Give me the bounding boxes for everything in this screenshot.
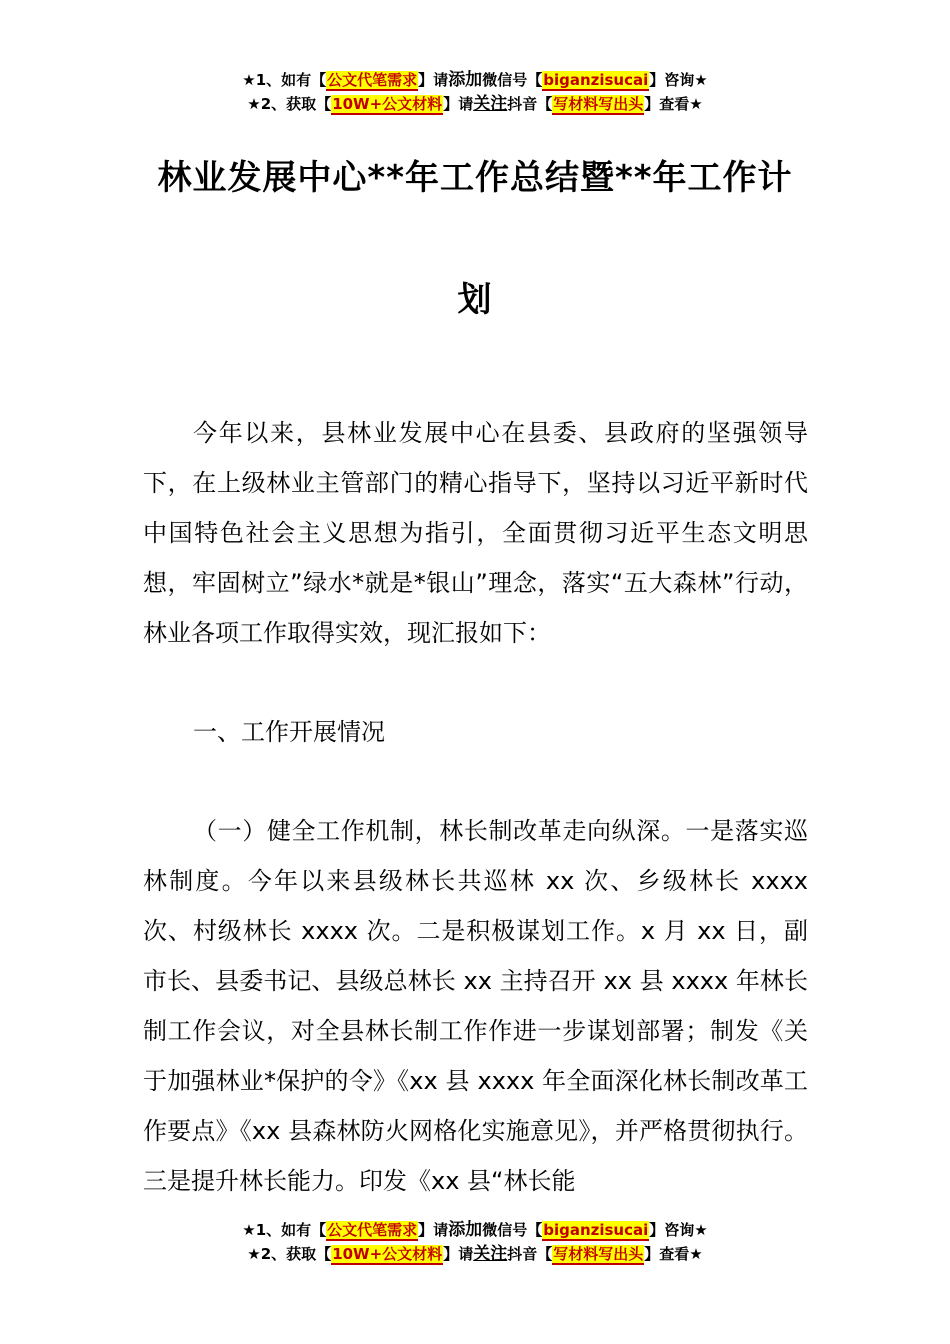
document-title: 林业发展中心**年工作总结暨**年工作计: [157, 158, 793, 198]
banner-emphasis: 关注: [473, 1244, 508, 1264]
banner-wechat-id: biganzisucai: [543, 71, 649, 89]
banner-line-2: [0, 92, 950, 116]
banner-text: 】请: [418, 71, 449, 89]
banner-text: 抖音【: [507, 1245, 553, 1263]
banner-text: 】请: [418, 1221, 449, 1239]
banner-text: ★1、如有【: [242, 71, 327, 89]
section-heading: [143, 707, 808, 757]
banner-line-1: [0, 1218, 950, 1242]
heading-text: 一、工作开展情况: [193, 718, 385, 746]
banner-highlight: 公文代笔需求: [327, 71, 418, 89]
banner-line-1: [0, 68, 950, 92]
header-banner: [0, 68, 950, 116]
banner-text: ★1、如有【: [242, 1221, 327, 1239]
section-paragraph: [143, 806, 808, 1206]
banner-text: 】请: [443, 1245, 474, 1263]
banner-text: 微信号【: [482, 1221, 543, 1239]
banner-highlight: 10W+公文材料: [332, 95, 443, 113]
footer-banner: [0, 1218, 950, 1266]
banner-douyin-id: 写材料写出头: [553, 1245, 644, 1263]
paragraph-text: （一）健全工作机制，林长制改革走向纵深。一是落实巡林制度。今年以来县级林长共巡林 xx 次、乡级林长 xxxx 次、村级林长 xxxx 次。二是积极谋划工作。x 月 xx 日，副市长、县委书记、县级总林长 xx 主持召开 xx 县 xxxx 年林长制工作会议，对全县林长制工作作进一步谋划部署；制发《关于加强林业*保护的令》《xx 县 xxxx 年全面深化林长制改革工作要点》《xx 县森林防火网格化实施意见》，并严格贯彻执行。三是提升林长能力。印发《xx 县“林长能: [143, 817, 808, 1195]
banner-text: 抖音【: [507, 95, 553, 113]
banner-wechat-id: biganzisucai: [543, 1221, 649, 1239]
banner-text: 】查看★: [644, 95, 703, 113]
paragraph-text: 今年以来，县林业发展中心在县委、县政府的坚强领导下，在上级林业主管部门的精心指导下，坚持以习近平新时代中国特色社会主义思想为指引，全面贯彻习近平生态文明思想，牢固树立”绿水*就是*银山”理念，落实“五大森林”行动，林业各项工作取得实效，现汇报如下：: [143, 419, 808, 647]
document-title-continued: 划: [457, 280, 493, 320]
intro-paragraph: [143, 408, 808, 658]
banner-douyin-id: 写材料写出头: [553, 95, 644, 113]
banner-text: ★2、获取【: [247, 95, 332, 113]
banner-emphasis: 关注: [473, 94, 508, 114]
banner-text: ★2、获取【: [247, 1245, 332, 1263]
banner-emphasis: 添加: [448, 1220, 483, 1240]
banner-emphasis: 添加: [448, 70, 483, 90]
banner-text: 】咨询★: [649, 71, 708, 89]
banner-highlight: 10W+公文材料: [332, 1245, 443, 1263]
banner-text: 】咨询★: [649, 1221, 708, 1239]
banner-text: 】查看★: [644, 1245, 703, 1263]
banner-text: 微信号【: [482, 71, 543, 89]
banner-line-2: [0, 1242, 950, 1266]
banner-text: 】请: [443, 95, 474, 113]
banner-highlight: 公文代笔需求: [327, 1221, 418, 1239]
